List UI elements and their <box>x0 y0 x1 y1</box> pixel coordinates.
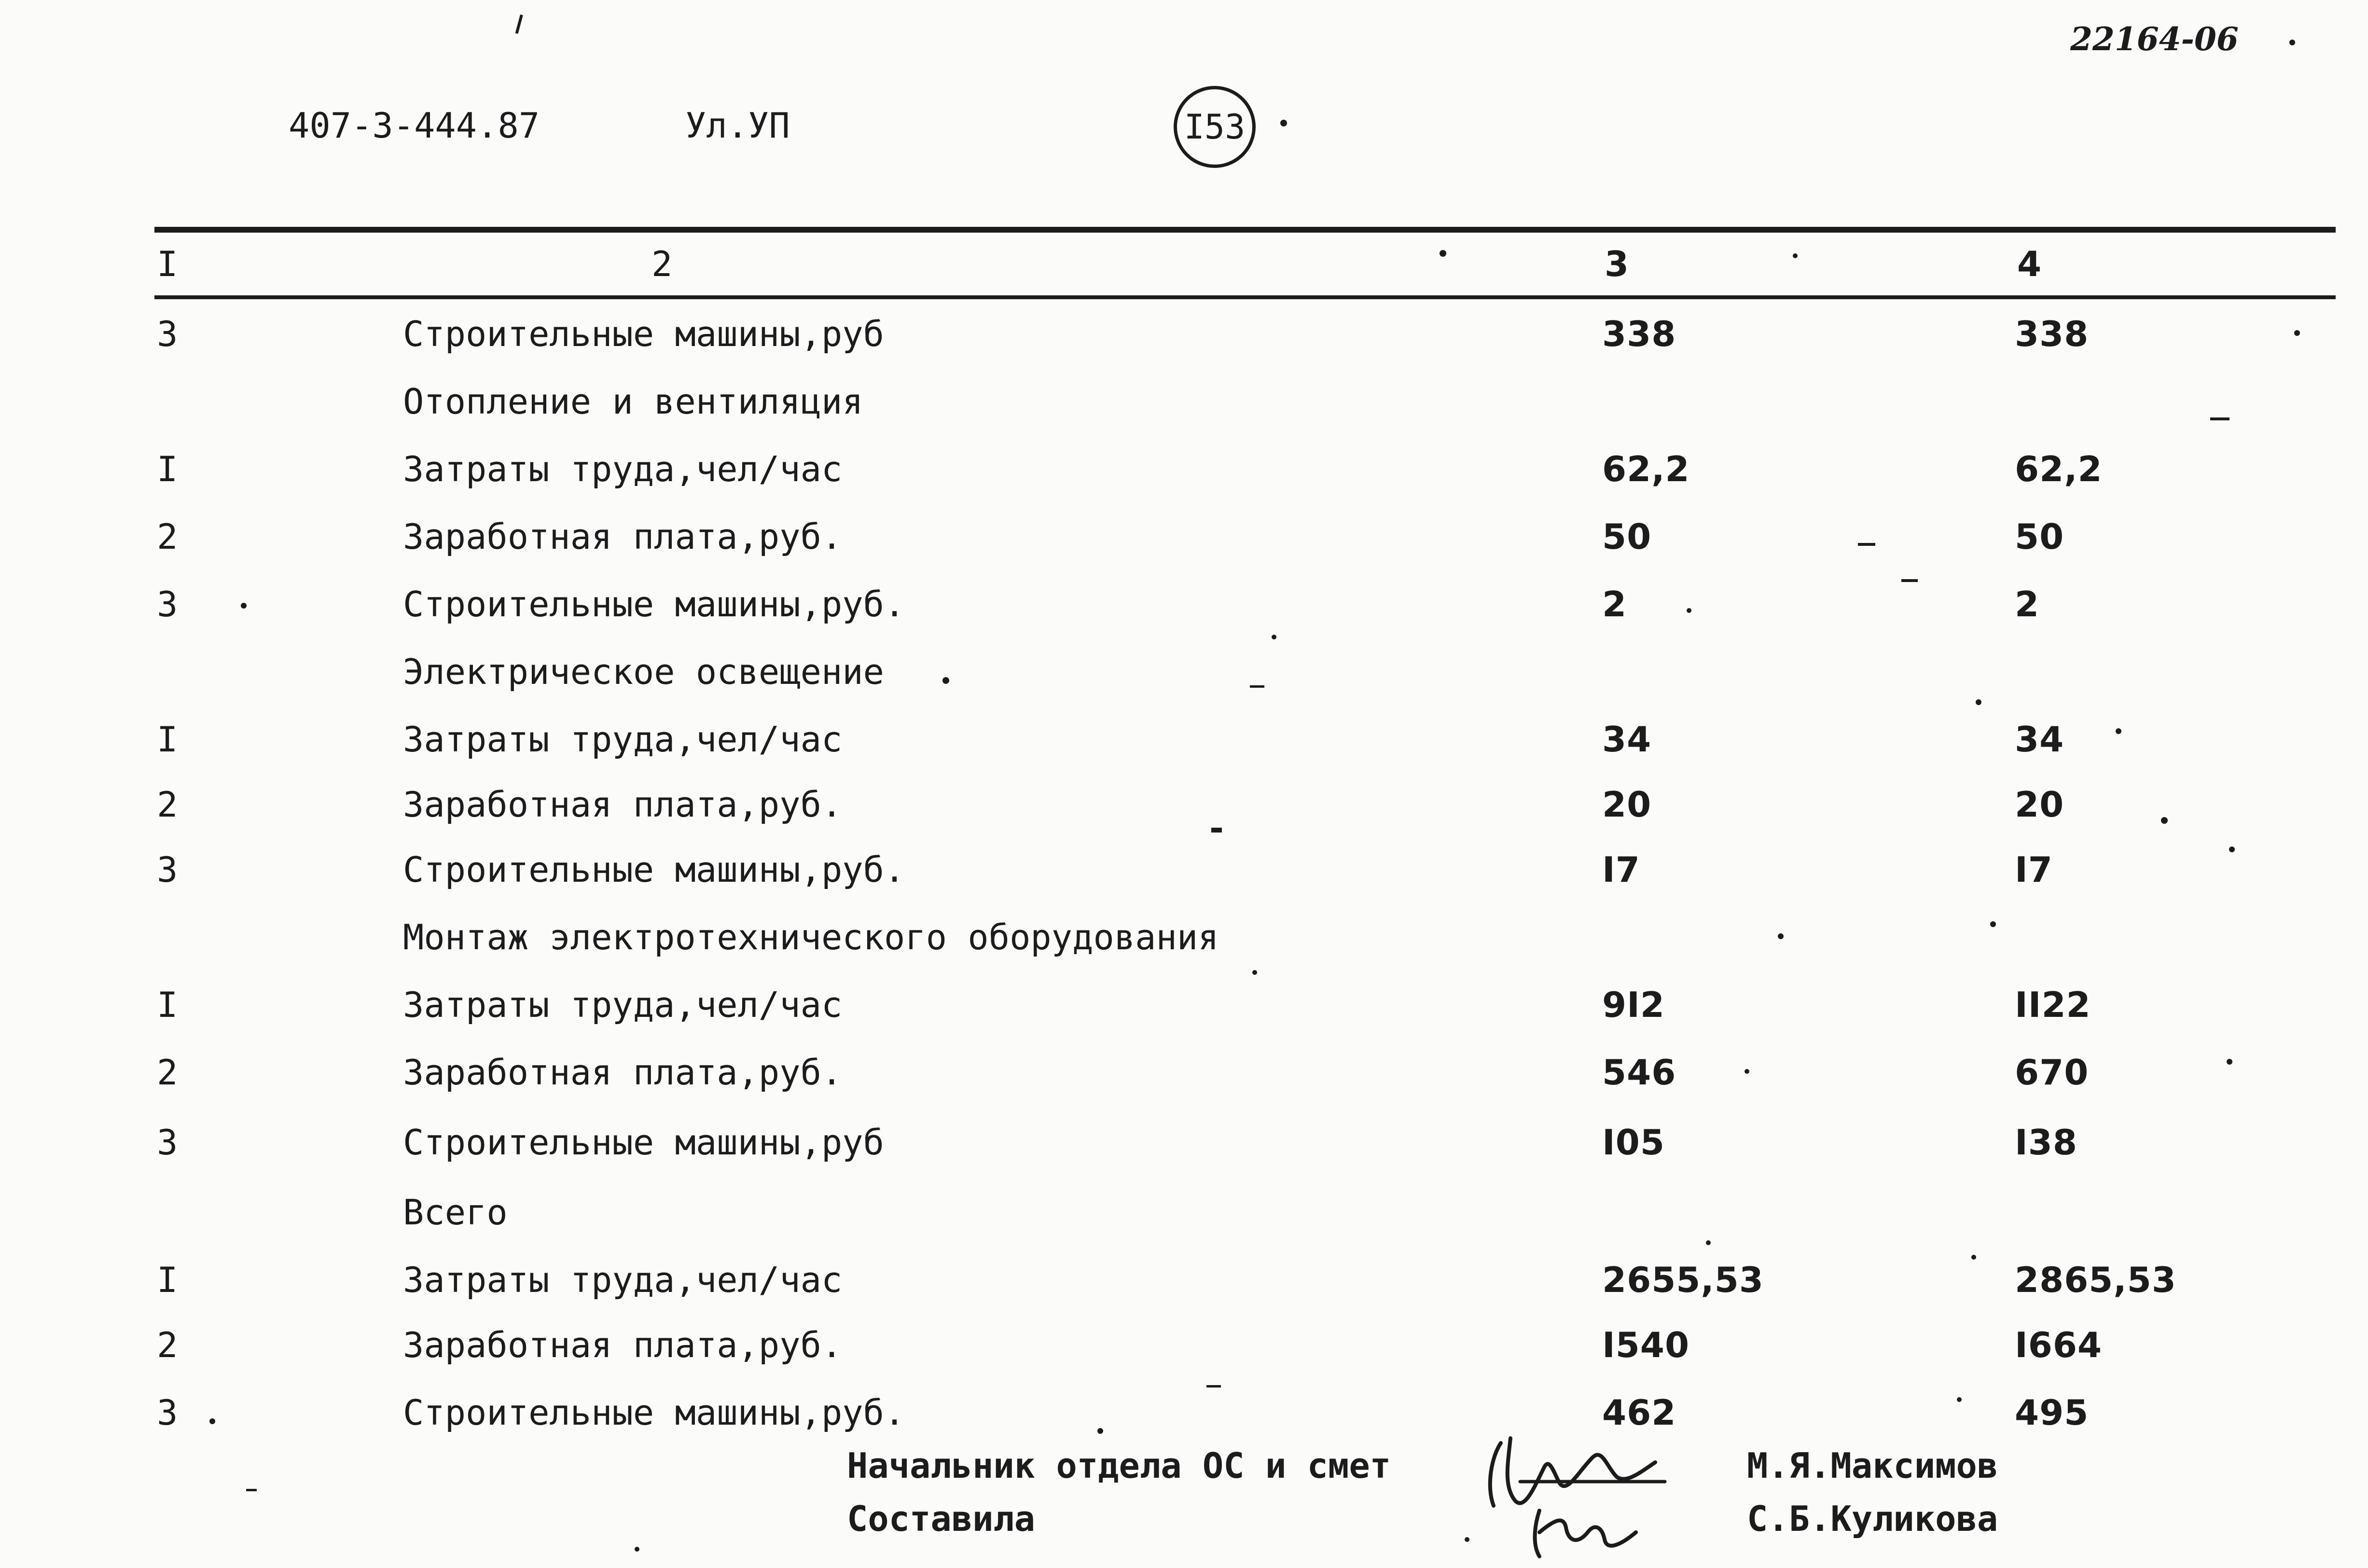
row-description: Заработная плата,руб. <box>403 1052 843 1093</box>
row-description: Затраты труда,чел/час <box>403 1260 843 1300</box>
table-header-rule <box>154 295 2336 299</box>
row-number: 3 <box>157 1122 178 1163</box>
handwritten-signature <box>1482 1429 1703 1564</box>
row-value-col4: I664 <box>2015 1325 2103 1365</box>
table-row <box>0 1392 2368 1441</box>
table-row <box>0 1192 2368 1240</box>
row-number: 3 <box>157 314 178 354</box>
row-value-col4: 2865,53 <box>2015 1260 2176 1300</box>
table-row <box>0 584 2368 632</box>
row-number: I <box>157 1260 178 1300</box>
row-description: Строительные машины,руб <box>403 1122 884 1163</box>
document-code: 407-3-444.87 <box>289 105 540 146</box>
table-row <box>0 784 2368 833</box>
column-header-4: 4 <box>2017 244 2042 284</box>
row-value-col3: I540 <box>1602 1325 1690 1365</box>
row-description: Затраты труда,чел/час <box>403 985 843 1025</box>
column-header-3: 3 <box>1605 244 1630 284</box>
table-row <box>0 849 2368 898</box>
row-number: 2 <box>157 516 178 557</box>
signatory-title-compiler: Составила <box>847 1499 1036 1539</box>
row-value-col3: 338 <box>1602 314 1676 354</box>
row-value-col3: 50 <box>1602 516 1652 557</box>
row-value-col4: 670 <box>2015 1052 2089 1093</box>
row-value-col4: 62,2 <box>2015 449 2103 489</box>
row-number: 2 <box>157 1052 178 1093</box>
section-code: Ул.УП <box>685 105 790 146</box>
row-number: I <box>157 719 178 760</box>
section-heading: Отопление и вентиляция <box>403 381 863 422</box>
archive-number: 22164-06 <box>2070 20 2239 58</box>
row-number: 2 <box>157 1325 178 1365</box>
row-value-col4: II22 <box>2015 985 2091 1025</box>
section-heading: Монтаж электротехнического оборудования <box>403 917 1219 957</box>
table-row <box>0 719 2368 767</box>
row-description: Строительные машины,руб <box>403 314 884 354</box>
row-description: Затраты труда,чел/час <box>403 719 843 760</box>
signatory-name-head: М.Я.Максимов <box>1747 1445 1998 1486</box>
row-value-col3: 546 <box>1602 1052 1676 1093</box>
row-value-col4: 2 <box>2015 584 2040 624</box>
row-value-col4: 50 <box>2015 516 2064 557</box>
row-description: Заработная плата,руб. <box>403 784 843 825</box>
section-heading: Электрическое освещение <box>403 652 884 692</box>
row-value-col4: 20 <box>2015 784 2064 825</box>
column-header-2: 2 <box>651 244 673 284</box>
row-value-col4: 495 <box>2015 1392 2089 1433</box>
row-value-col3: 2655,53 <box>1602 1260 1764 1300</box>
table-row <box>0 985 2368 1033</box>
table-row <box>0 1052 2368 1100</box>
row-value-col4: 338 <box>2015 314 2089 354</box>
table-row <box>0 917 2368 965</box>
row-number: 3 <box>157 584 178 624</box>
row-value-col3: I05 <box>1602 1122 1665 1163</box>
row-description: Строительные машины,руб. <box>403 849 905 890</box>
row-value-col3: 9I2 <box>1602 985 1665 1025</box>
signatory-name-compiler: С.Б.Куликова <box>1747 1499 1998 1539</box>
column-header-1: I <box>157 244 178 284</box>
table-row <box>0 314 2368 362</box>
table-row <box>0 449 2368 497</box>
row-value-col3: 34 <box>1602 719 1652 760</box>
table-row <box>0 1325 2368 1373</box>
row-number: I <box>157 985 178 1025</box>
row-value-col4: I38 <box>2015 1122 2077 1163</box>
row-number: 3 <box>157 849 178 890</box>
row-value-col3: 62,2 <box>1602 449 1690 489</box>
table-row <box>0 381 2368 430</box>
row-value-col3: 462 <box>1602 1392 1676 1433</box>
row-number: 3 <box>157 1392 178 1433</box>
section-heading: Всего <box>403 1192 508 1233</box>
row-value-col4: I7 <box>2015 849 2053 890</box>
row-description: Строительные машины,руб. <box>403 1392 905 1433</box>
row-number: I <box>157 449 178 489</box>
table-row <box>0 1122 2368 1170</box>
row-number: 2 <box>157 784 178 825</box>
row-value-col3: 2 <box>1602 584 1627 624</box>
table-row <box>0 1260 2368 1308</box>
page-number: I53 <box>1174 86 1256 168</box>
row-description: Строительные машины,руб. <box>403 584 905 624</box>
row-value-col3: I7 <box>1602 849 1640 890</box>
signatory-title-head: Начальник отдела ОС и смет <box>847 1445 1391 1486</box>
table-top-rule <box>154 227 2336 233</box>
row-description: Заработная плата,руб. <box>403 516 843 557</box>
row-description: Заработная плата,руб. <box>403 1325 843 1365</box>
row-value-col3: 20 <box>1602 784 1652 825</box>
row-value-col4: 34 <box>2015 719 2064 760</box>
row-description: Затраты труда,чел/час <box>403 449 843 489</box>
table-row <box>0 652 2368 700</box>
table-row <box>0 516 2368 565</box>
